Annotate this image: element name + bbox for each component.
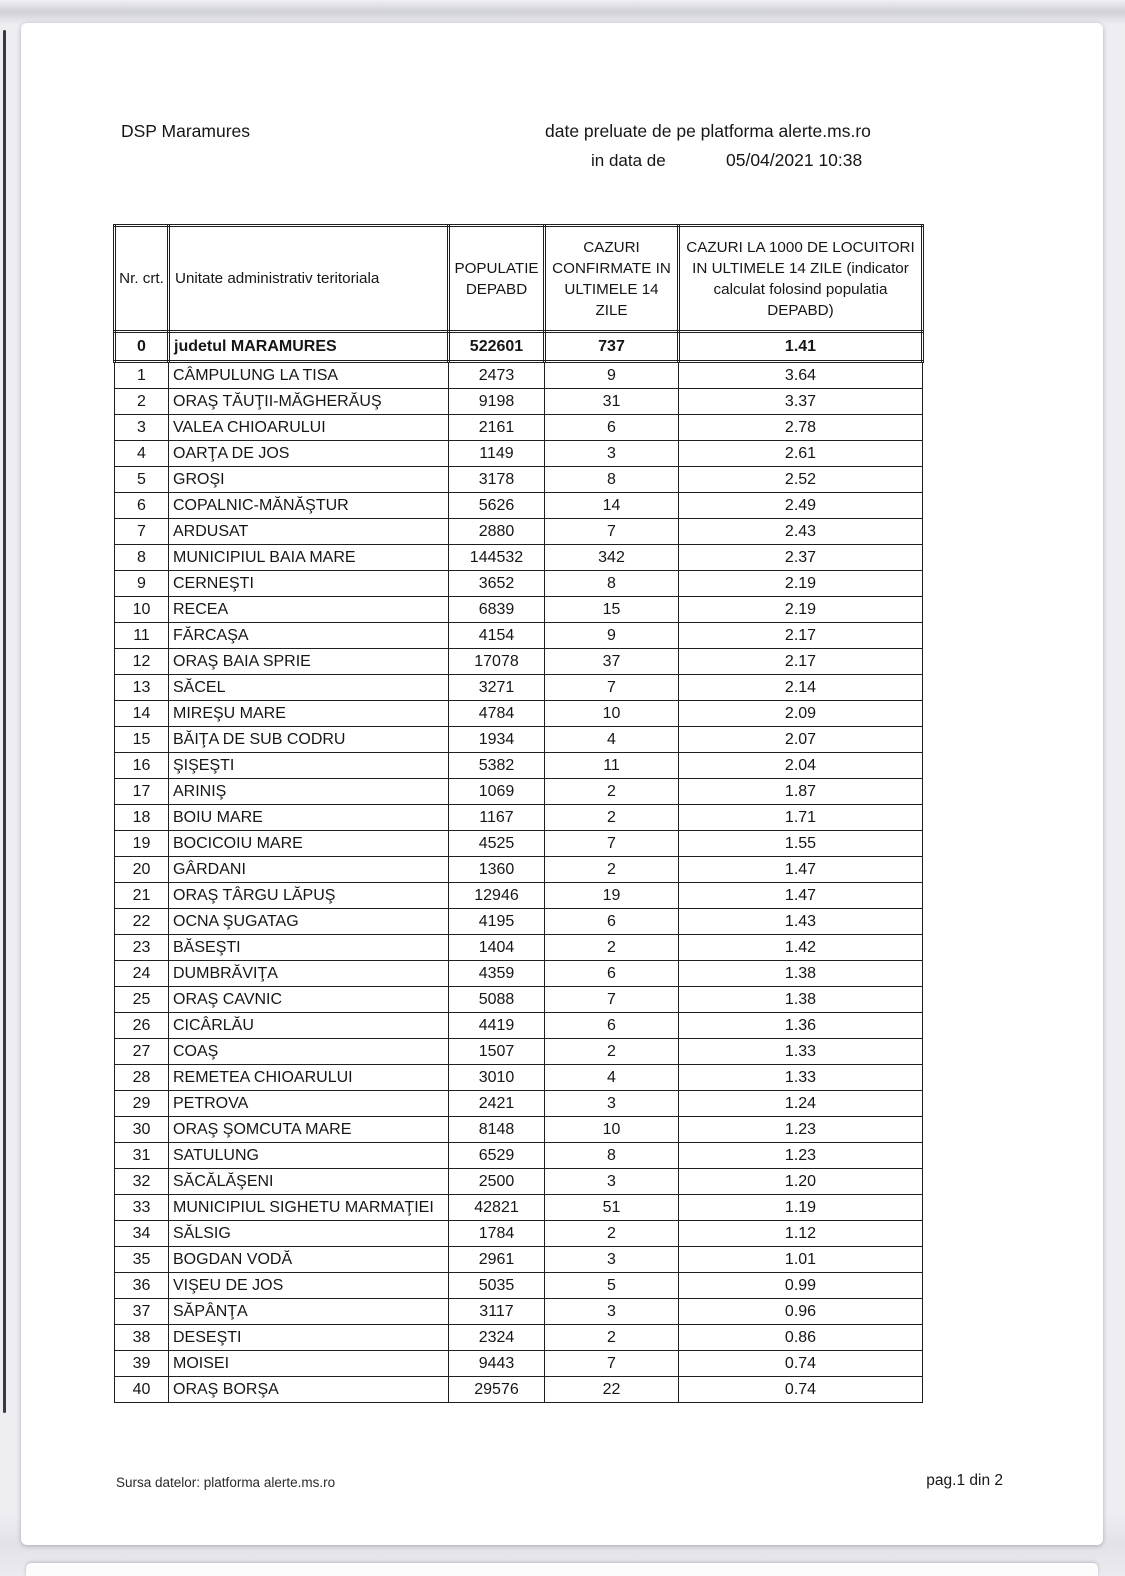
table-row	[115, 753, 923, 779]
locality-name-cell: SATULUNG	[169, 1143, 449, 1169]
table-row	[115, 1273, 923, 1299]
table-row	[115, 1299, 923, 1325]
table-row	[115, 1039, 923, 1065]
table-row	[115, 909, 923, 935]
table-row	[115, 441, 923, 467]
table-row	[115, 935, 923, 961]
population-cell: 29576	[449, 1377, 545, 1403]
population-cell: 3010	[449, 1065, 545, 1091]
cases-cell: 37	[545, 649, 679, 675]
locality-name-cell: PETROVA	[169, 1091, 449, 1117]
cases-cell: 737	[545, 332, 679, 362]
county-total-row	[115, 332, 923, 362]
rate-cell: 1.87	[679, 779, 923, 805]
population-cell: 2161	[449, 415, 545, 441]
cases-cell: 6	[545, 909, 679, 935]
rate-cell: 0.86	[679, 1325, 923, 1351]
locality-name-cell: SĂCEL	[169, 675, 449, 701]
cases-cell: 7	[545, 831, 679, 857]
locality-name-cell: ARINIŞ	[169, 779, 449, 805]
row-number-cell: 17	[115, 779, 169, 805]
table-row	[115, 675, 923, 701]
table-row	[115, 961, 923, 987]
locality-name-cell: MUNICIPIUL SIGHETU MARMAŢIEI	[169, 1195, 449, 1221]
locality-name-cell: CICÂRLĂU	[169, 1013, 449, 1039]
population-cell: 1167	[449, 805, 545, 831]
rate-cell: 1.01	[679, 1247, 923, 1273]
rate-cell: 2.14	[679, 675, 923, 701]
cases-cell: 51	[545, 1195, 679, 1221]
table-row	[115, 805, 923, 831]
table-row	[115, 857, 923, 883]
row-number-cell: 34	[115, 1221, 169, 1247]
rate-cell: 2.49	[679, 493, 923, 519]
locality-name-cell: VALEA CHIOARULUI	[169, 415, 449, 441]
row-number-cell: 4	[115, 441, 169, 467]
viewer-left-edge	[3, 30, 6, 1413]
rate-cell: 0.96	[679, 1299, 923, 1325]
rate-cell: 1.33	[679, 1065, 923, 1091]
row-number-cell: 0	[115, 332, 169, 362]
locality-name-cell: DUMBRĂVIŢA	[169, 961, 449, 987]
row-number-cell: 2	[115, 389, 169, 415]
cases-cell: 2	[545, 1325, 679, 1351]
population-cell: 6839	[449, 597, 545, 623]
rate-cell: 1.55	[679, 831, 923, 857]
population-cell: 2961	[449, 1247, 545, 1273]
row-number-cell: 25	[115, 987, 169, 1013]
locality-name-cell: judetul MARAMURES	[169, 332, 449, 362]
table-row	[115, 389, 923, 415]
table-row	[115, 701, 923, 727]
population-cell: 17078	[449, 649, 545, 675]
locality-name-cell: ŞIŞEŞTI	[169, 753, 449, 779]
cases-cell: 9	[545, 362, 679, 389]
population-cell: 1404	[449, 935, 545, 961]
population-cell: 9198	[449, 389, 545, 415]
date-label: in data de	[591, 151, 666, 170]
cases-cell: 8	[545, 467, 679, 493]
locality-name-cell: CÂMPULUNG LA TISA	[169, 362, 449, 389]
table-row	[115, 1351, 923, 1377]
rate-cell: 1.38	[679, 987, 923, 1013]
cases-cell: 4	[545, 1065, 679, 1091]
locality-name-cell: ORAŞ TÂRGU LĂPUŞ	[169, 883, 449, 909]
col-header-population: POPULATIE DEPABD	[449, 226, 545, 332]
table-row	[115, 597, 923, 623]
viewer-top-shadow	[0, 0, 1125, 24]
cases-cell: 10	[545, 701, 679, 727]
locality-name-cell: OARŢA DE JOS	[169, 441, 449, 467]
population-cell: 4154	[449, 623, 545, 649]
cases-cell: 7	[545, 1351, 679, 1377]
locality-name-cell: RECEA	[169, 597, 449, 623]
row-number-cell: 38	[115, 1325, 169, 1351]
cases-cell: 2	[545, 1039, 679, 1065]
table-row	[115, 519, 923, 545]
rate-cell: 2.04	[679, 753, 923, 779]
population-cell: 2473	[449, 362, 545, 389]
row-number-cell: 9	[115, 571, 169, 597]
table-row	[115, 1377, 923, 1403]
locality-name-cell: GÂRDANI	[169, 857, 449, 883]
cases-cell: 15	[545, 597, 679, 623]
rate-cell: 1.23	[679, 1143, 923, 1169]
row-number-cell: 3	[115, 415, 169, 441]
locality-name-cell: ORAŞ TĂUŢII-MĂGHERĂUŞ	[169, 389, 449, 415]
rate-cell: 1.71	[679, 805, 923, 831]
cases-cell: 14	[545, 493, 679, 519]
rate-cell: 2.19	[679, 597, 923, 623]
population-cell: 4419	[449, 1013, 545, 1039]
rate-cell: 2.61	[679, 441, 923, 467]
population-cell: 3117	[449, 1299, 545, 1325]
row-number-cell: 16	[115, 753, 169, 779]
population-cell: 1784	[449, 1221, 545, 1247]
rate-cell: 0.74	[679, 1377, 923, 1403]
cases-cell: 9	[545, 623, 679, 649]
table-row	[115, 883, 923, 909]
rate-cell: 0.99	[679, 1273, 923, 1299]
row-number-cell: 23	[115, 935, 169, 961]
population-cell: 144532	[449, 545, 545, 571]
row-number-cell: 11	[115, 623, 169, 649]
locality-name-cell: ORAŞ BORŞA	[169, 1377, 449, 1403]
population-cell: 1507	[449, 1039, 545, 1065]
cases-cell: 22	[545, 1377, 679, 1403]
population-cell: 1360	[449, 857, 545, 883]
population-cell: 2324	[449, 1325, 545, 1351]
table-row	[115, 493, 923, 519]
date-value: 05/04/2021 10:38	[726, 150, 863, 170]
cases-cell: 8	[545, 1143, 679, 1169]
rate-cell: 2.37	[679, 545, 923, 571]
population-cell: 2880	[449, 519, 545, 545]
cases-cell: 3	[545, 1299, 679, 1325]
row-number-cell: 24	[115, 961, 169, 987]
cases-table	[113, 224, 924, 1403]
table-row	[115, 623, 923, 649]
row-number-cell: 35	[115, 1247, 169, 1273]
locality-name-cell: ORAŞ CAVNIC	[169, 987, 449, 1013]
locality-name-cell: OCNA ŞUGATAG	[169, 909, 449, 935]
locality-name-cell: ORAŞ BAIA SPRIE	[169, 649, 449, 675]
table-row	[115, 987, 923, 1013]
cases-cell: 5	[545, 1273, 679, 1299]
locality-name-cell: SĂCĂLĂŞENI	[169, 1169, 449, 1195]
locality-name-cell: BOIU MARE	[169, 805, 449, 831]
table-row	[115, 1013, 923, 1039]
population-cell: 4359	[449, 961, 545, 987]
rate-cell: 2.09	[679, 701, 923, 727]
cases-cell: 7	[545, 519, 679, 545]
table-row	[115, 1169, 923, 1195]
population-cell: 522601	[449, 332, 545, 362]
row-number-cell: 31	[115, 1143, 169, 1169]
table-row	[115, 1325, 923, 1351]
row-number-cell: 6	[115, 493, 169, 519]
rate-cell: 2.19	[679, 571, 923, 597]
table-row	[115, 649, 923, 675]
row-number-cell: 40	[115, 1377, 169, 1403]
locality-name-cell: CERNEŞTI	[169, 571, 449, 597]
cases-cell: 7	[545, 675, 679, 701]
table-row	[115, 727, 923, 753]
row-number-cell: 36	[115, 1273, 169, 1299]
row-number-cell: 20	[115, 857, 169, 883]
cases-cell: 6	[545, 1013, 679, 1039]
rate-cell: 2.52	[679, 467, 923, 493]
cases-cell: 10	[545, 1117, 679, 1143]
locality-name-cell: BĂSEŞTI	[169, 935, 449, 961]
table-row	[115, 571, 923, 597]
row-number-cell: 15	[115, 727, 169, 753]
locality-name-cell: COPALNIC-MĂNĂŞTUR	[169, 493, 449, 519]
cases-cell: 19	[545, 883, 679, 909]
row-number-cell: 32	[115, 1169, 169, 1195]
locality-name-cell: DESEŞTI	[169, 1325, 449, 1351]
table-row	[115, 1065, 923, 1091]
col-header-locality: Unitate administrativ teritoriala	[169, 226, 449, 332]
table-row	[115, 1091, 923, 1117]
population-cell: 42821	[449, 1195, 545, 1221]
row-number-cell: 14	[115, 701, 169, 727]
table-row	[115, 831, 923, 857]
cases-cell: 2	[545, 935, 679, 961]
row-number-cell: 12	[115, 649, 169, 675]
rate-cell: 1.47	[679, 883, 923, 909]
row-number-cell: 33	[115, 1195, 169, 1221]
col-header-cases: CAZURI CONFIRMATE IN ULTIMELE 14 ZILE	[545, 226, 679, 332]
table-header-row	[115, 226, 923, 332]
row-number-cell: 27	[115, 1039, 169, 1065]
population-cell: 2500	[449, 1169, 545, 1195]
row-number-cell: 26	[115, 1013, 169, 1039]
rate-cell: 2.17	[679, 649, 923, 675]
population-cell: 3178	[449, 467, 545, 493]
rate-cell: 1.38	[679, 961, 923, 987]
cases-cell: 3	[545, 1091, 679, 1117]
locality-name-cell: ORAŞ ŞOMCUTA MARE	[169, 1117, 449, 1143]
population-cell: 4525	[449, 831, 545, 857]
rate-cell: 1.19	[679, 1195, 923, 1221]
rate-cell: 0.74	[679, 1351, 923, 1377]
row-number-cell: 18	[115, 805, 169, 831]
cases-cell: 2	[545, 779, 679, 805]
locality-name-cell: ARDUSAT	[169, 519, 449, 545]
locality-name-cell: BĂIŢA DE SUB CODRU	[169, 727, 449, 753]
locality-name-cell: BOCICOIU MARE	[169, 831, 449, 857]
row-number-cell: 8	[115, 545, 169, 571]
row-number-cell: 30	[115, 1117, 169, 1143]
population-cell: 6529	[449, 1143, 545, 1169]
row-number-cell: 22	[115, 909, 169, 935]
cases-cell: 342	[545, 545, 679, 571]
rate-cell: 1.23	[679, 1117, 923, 1143]
locality-name-cell: VIŞEU DE JOS	[169, 1273, 449, 1299]
population-cell: 3271	[449, 675, 545, 701]
cases-cell: 8	[545, 571, 679, 597]
table-body	[115, 332, 923, 1403]
row-number-cell: 7	[115, 519, 169, 545]
population-cell: 5035	[449, 1273, 545, 1299]
cases-cell: 3	[545, 441, 679, 467]
col-header-rate: CAZURI LA 1000 DE LOCUITORI IN ULTIMELE 14 ZILE (indicator calculat folosind populatia DEPABD)	[679, 226, 923, 332]
locality-name-cell: GROŞI	[169, 467, 449, 493]
table-row	[115, 1143, 923, 1169]
table-row	[115, 467, 923, 493]
population-cell: 2421	[449, 1091, 545, 1117]
cases-cell: 2	[545, 805, 679, 831]
document-page	[21, 23, 1103, 1545]
rate-cell: 1.36	[679, 1013, 923, 1039]
table-row	[115, 1247, 923, 1273]
table-header	[115, 226, 923, 332]
rate-cell: 1.42	[679, 935, 923, 961]
row-number-cell: 10	[115, 597, 169, 623]
row-number-cell: 28	[115, 1065, 169, 1091]
cases-cell: 31	[545, 389, 679, 415]
rate-cell: 2.78	[679, 415, 923, 441]
rate-cell: 1.47	[679, 857, 923, 883]
locality-name-cell: BOGDAN VODĂ	[169, 1247, 449, 1273]
cases-cell: 4	[545, 727, 679, 753]
row-number-cell: 29	[115, 1091, 169, 1117]
cases-cell: 3	[545, 1169, 679, 1195]
locality-name-cell: FĂRCAŞA	[169, 623, 449, 649]
cases-cell: 6	[545, 415, 679, 441]
cases-cell: 2	[545, 1221, 679, 1247]
population-cell: 12946	[449, 883, 545, 909]
table-row	[115, 362, 923, 389]
rate-cell: 3.37	[679, 389, 923, 415]
cases-cell: 3	[545, 1247, 679, 1273]
rate-cell: 2.17	[679, 623, 923, 649]
cases-cell: 11	[545, 753, 679, 779]
rate-cell: 2.43	[679, 519, 923, 545]
cases-cell: 6	[545, 961, 679, 987]
population-cell: 5382	[449, 753, 545, 779]
data-source-note: date preluate de pe platforma alerte.ms.ro	[545, 121, 871, 141]
cases-cell: 2	[545, 857, 679, 883]
row-number-cell: 5	[115, 467, 169, 493]
rate-cell: 1.20	[679, 1169, 923, 1195]
col-header-nr: Nr. crt.	[115, 226, 169, 332]
footer-page-number: pag.1 din 2	[926, 1472, 1003, 1489]
rate-cell: 1.43	[679, 909, 923, 935]
locality-name-cell: COAŞ	[169, 1039, 449, 1065]
rate-cell: 1.33	[679, 1039, 923, 1065]
org-title: DSP Maramures	[121, 121, 251, 141]
population-cell: 1069	[449, 779, 545, 805]
rate-cell: 1.24	[679, 1091, 923, 1117]
row-number-cell: 1	[115, 362, 169, 389]
row-number-cell: 13	[115, 675, 169, 701]
population-cell: 9443	[449, 1351, 545, 1377]
population-cell: 1149	[449, 441, 545, 467]
next-page-edge	[26, 1563, 1098, 1576]
table-row	[115, 1195, 923, 1221]
locality-name-cell: SĂLSIG	[169, 1221, 449, 1247]
rate-cell: 3.64	[679, 362, 923, 389]
population-cell: 4195	[449, 909, 545, 935]
row-number-cell: 37	[115, 1299, 169, 1325]
rate-cell: 1.12	[679, 1221, 923, 1247]
rate-cell: 1.41	[679, 332, 923, 362]
table-row	[115, 779, 923, 805]
table-row	[115, 545, 923, 571]
table-row	[115, 1221, 923, 1247]
population-cell: 5088	[449, 987, 545, 1013]
population-cell: 4784	[449, 701, 545, 727]
population-cell: 5626	[449, 493, 545, 519]
locality-name-cell: MIREŞU MARE	[169, 701, 449, 727]
locality-name-cell: MOISEI	[169, 1351, 449, 1377]
population-cell: 3652	[449, 571, 545, 597]
table-row	[115, 1117, 923, 1143]
locality-name-cell: MUNICIPIUL BAIA MARE	[169, 545, 449, 571]
row-number-cell: 21	[115, 883, 169, 909]
row-number-cell: 39	[115, 1351, 169, 1377]
locality-name-cell: REMETEA CHIOARULUI	[169, 1065, 449, 1091]
locality-name-cell: SĂPÂNŢA	[169, 1299, 449, 1325]
population-cell: 1934	[449, 727, 545, 753]
cases-cell: 7	[545, 987, 679, 1013]
footer-source: Sursa datelor: platforma alerte.ms.ro	[116, 1475, 336, 1490]
rate-cell: 2.07	[679, 727, 923, 753]
row-number-cell: 19	[115, 831, 169, 857]
population-cell: 8148	[449, 1117, 545, 1143]
table-row	[115, 415, 923, 441]
